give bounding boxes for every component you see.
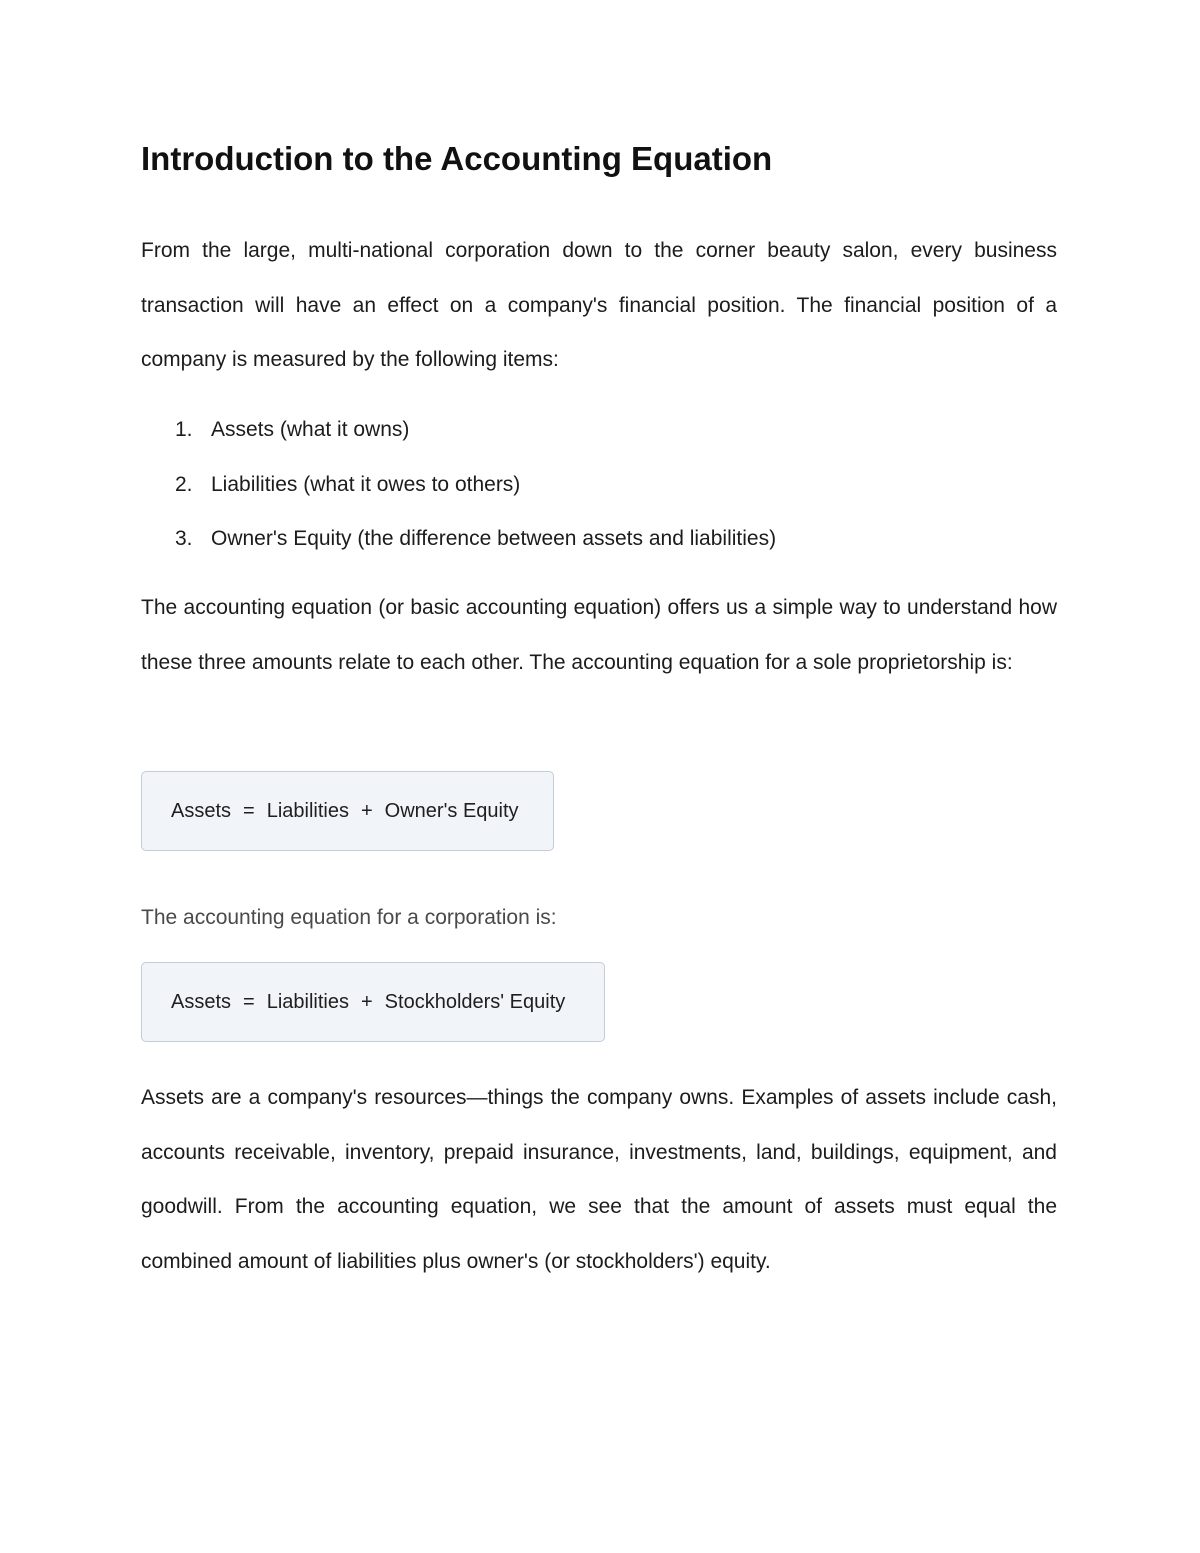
list-item-number: 1. bbox=[175, 418, 193, 441]
plus-sign: + bbox=[360, 990, 373, 1013]
intro-paragraph: From the large, multi-national corporation down to the corner beauty salon, every business transaction will have an effect on a company's financial position. The financial position of a company is measured by the following items: bbox=[141, 239, 1057, 371]
list-item bbox=[141, 458, 776, 513]
plus-sign: + bbox=[360, 799, 373, 822]
financial-position-list bbox=[141, 403, 776, 567]
equation-assets: Assets bbox=[171, 990, 232, 1013]
corporation-equation-box bbox=[141, 962, 605, 1042]
page-title: Introduction to the Accounting Equation bbox=[141, 140, 773, 177]
list-item-text: Liabilities (what it owes to others) bbox=[211, 472, 521, 496]
equation-intro-paragraph: The accounting equation (or basic accounting equation) offers us a simple way to understand how these three amounts relate to each other. The accounting equation for a sole proprietorship is: bbox=[141, 596, 1057, 674]
equation-assets: Assets bbox=[171, 799, 232, 822]
equals-sign: = bbox=[243, 799, 255, 822]
list-item-number: 2. bbox=[175, 472, 193, 496]
equals-sign: = bbox=[243, 990, 255, 1013]
equation-stockholders-equity: Stockholders' Equity bbox=[384, 990, 566, 1013]
assets-explanation-paragraph: Assets are a company's resources—things the company owns. Examples of assets include cash, accounts receivable, inventory, prepaid insurance, investments, land, buildings, equipment, and goodwill. From the accounting equation, we see that the amount of assets must equal the combined amount of liabilities plus owner's (or stockholders') equity. bbox=[141, 1086, 1057, 1273]
equation-liabilities: Liabilities bbox=[266, 990, 349, 1013]
list-item bbox=[141, 512, 776, 567]
list-item-text: Assets (what it owns) bbox=[211, 418, 410, 441]
sole-proprietorship-equation-box bbox=[141, 771, 554, 851]
corporation-equation-intro: The accounting equation for a corporation is: bbox=[141, 906, 557, 929]
list-item-text: Owner's Equity (the difference between assets and liabilities) bbox=[211, 527, 777, 550]
list-item bbox=[141, 403, 776, 458]
list-item-number: 3. bbox=[175, 527, 193, 550]
equation-owners-equity: Owner's Equity bbox=[384, 799, 519, 822]
equation-liabilities: Liabilities bbox=[266, 799, 349, 822]
